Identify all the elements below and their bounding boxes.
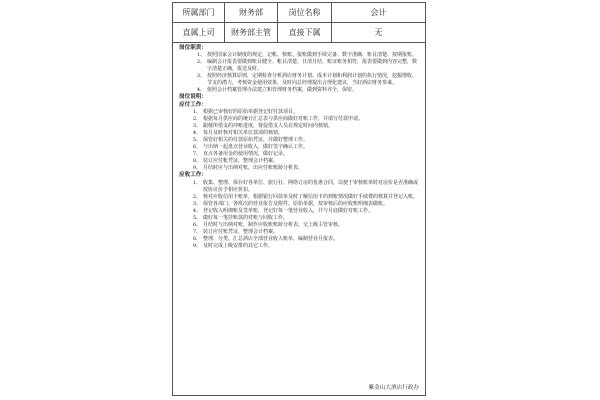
list-item: [179, 208, 419, 215]
list-item: [179, 243, 419, 250]
list-item-text: 做好每一笔挂账款的对账与回收工作。: [203, 214, 289, 221]
list-item-number: 3、: [192, 200, 201, 207]
list-item-text: 保管好相关的付款原始凭证，并做好整理工作。: [203, 137, 309, 144]
footer-signature: 紫金山大酒店行政办: [368, 385, 419, 391]
list-item-number: 1、: [196, 52, 205, 59]
list-item: [179, 73, 419, 87]
table-row: [173, 3, 425, 23]
list-item-text: 整理、分类、汇总酒店全部营业收入账单，编制营业月报表。: [203, 235, 339, 242]
payables-heading: 应付工作：: [179, 101, 207, 108]
table-row: [173, 23, 425, 43]
list-item-text: 月结时应与出纳对账，出应付账账龄分析表。: [203, 165, 304, 172]
list-item-number: 7、: [192, 151, 201, 158]
list-item-text: 跟催所借支的冲账进度，督促借支人员在规定时间内核销。: [203, 123, 334, 130]
list-item-number: 2、: [196, 59, 205, 66]
list-item-number: 3、: [192, 123, 201, 130]
list-item-number: 1、: [192, 109, 201, 116]
list-item-number: 9、: [192, 242, 201, 249]
list-item-number: 1、: [192, 179, 201, 186]
job-description-sheet: [172, 2, 426, 396]
list-item-number: 6、: [192, 144, 201, 151]
list-item-text: 保管各部门、各班次的营业报告及附件、原始单据，按审核后的应收账明细表做账。: [203, 200, 389, 207]
list-item: [179, 236, 419, 243]
position-value: 会计: [370, 8, 387, 17]
list-item: [179, 229, 419, 236]
list-item-text: 装订应付帐凭证，整理会计档案。: [203, 158, 279, 165]
position-label: 岗位名称: [278, 3, 332, 22]
list-item-text: 按照经济核算原则，定期检查分析酒店财务计划、成本计划和利润计划的执行情况，挖掘增收、节支的潜力，考核资金使用效果，及时向总经理提出合理化建议，当好酒店财务参谋。: [207, 73, 418, 87]
list-item-text: 及时完成上级安排的其它工作。: [203, 242, 274, 249]
list-item-number: 8、: [192, 235, 201, 242]
list-item-text: 登记收入明细账及签单账，登记好每一笔营业收入，并与月底做好对账工作。: [203, 207, 374, 214]
list-item-number: 5、: [192, 214, 201, 221]
list-item-number: 2、: [192, 116, 201, 123]
list-item: [179, 87, 419, 94]
list-item-number: 3、: [196, 73, 205, 80]
receivables-heading: 应收工作：: [179, 172, 207, 179]
list-item-number: 7、: [192, 228, 201, 235]
list-item-number: 9、: [192, 165, 201, 172]
list-item: [179, 215, 419, 222]
list-item: [179, 222, 419, 229]
list-item-number: 4、: [192, 130, 201, 137]
list-item-text: 月结时与出纳对账，制作应收账账龄分析表，交上级主管审核。: [203, 221, 344, 228]
list-item-number: 4、: [192, 207, 201, 214]
list-item: [179, 180, 419, 194]
superior-value: 财务部主管: [225, 23, 278, 42]
list-item: [179, 59, 419, 73]
list-item-number: 6、: [192, 221, 201, 228]
list-item: [179, 194, 419, 201]
list-item-number: 2、: [192, 193, 201, 200]
list-item-text: 根据已审核好的原始单据登记好付款项目。: [203, 109, 299, 116]
list-item: [179, 201, 419, 208]
superior-label: 直属上司: [173, 23, 225, 42]
receivables-list: [179, 180, 419, 250]
list-item-text: 与出纳一起盘点营业收入，做好签字确认工作。: [203, 144, 309, 151]
list-item-text: 依照会计档案管理办法建立和管理财务档案，做到资料齐全，保密。: [207, 87, 358, 94]
subordinate-value: 无: [374, 28, 383, 37]
list-item-number: 4、: [196, 87, 205, 94]
list-item-text: 收集、整理、保存好各单位、旅行社、网络订房的优惠合同，以便于审核账单时对房价是否准确或按协议价予相应折扣。: [203, 179, 419, 193]
list-item-text: 按照国家会计制度的规定，记帐、核账、报账做到手续完备、数字准确、账目清楚、按期报账。: [207, 52, 418, 59]
dept-value: 财务部: [225, 3, 278, 22]
subordinate-label: 直接下属: [278, 23, 332, 42]
content-body: [173, 43, 425, 250]
list-item-number: 8、: [192, 158, 201, 165]
list-item-text: 根据每月供应商的统计汇总表与供应商做好对账工作，并填写付款申请。: [203, 116, 364, 123]
dept-label: 所属部门: [173, 3, 225, 22]
payables-list: [179, 109, 419, 172]
list-item: [179, 165, 419, 172]
list-item-text: 装订应付账凭证，整理会计档案。: [203, 228, 279, 235]
list-item-text: 编制会计报表要做到账目健全、帐目清楚、日清月结、账证账务相符，报表要做到内容完整，数字清楚正确，报送及时。: [207, 59, 418, 73]
description-heading: 岗位说明：: [179, 94, 207, 101]
duties-heading: 岗位职责：: [179, 45, 207, 51]
duties-list: [179, 52, 419, 94]
list-item-text: 直点各备用金的使用情况，做好记录。: [203, 151, 289, 158]
list-item-text: 每月及时核对相关单位款项的核销。: [203, 130, 284, 137]
list-item-text: 核对应收信用卡账单，根据银行回款单及时了解信用卡的到账情况做好手续费的核算并登记入账。: [203, 193, 419, 200]
list-item-number: 5、: [192, 137, 201, 144]
